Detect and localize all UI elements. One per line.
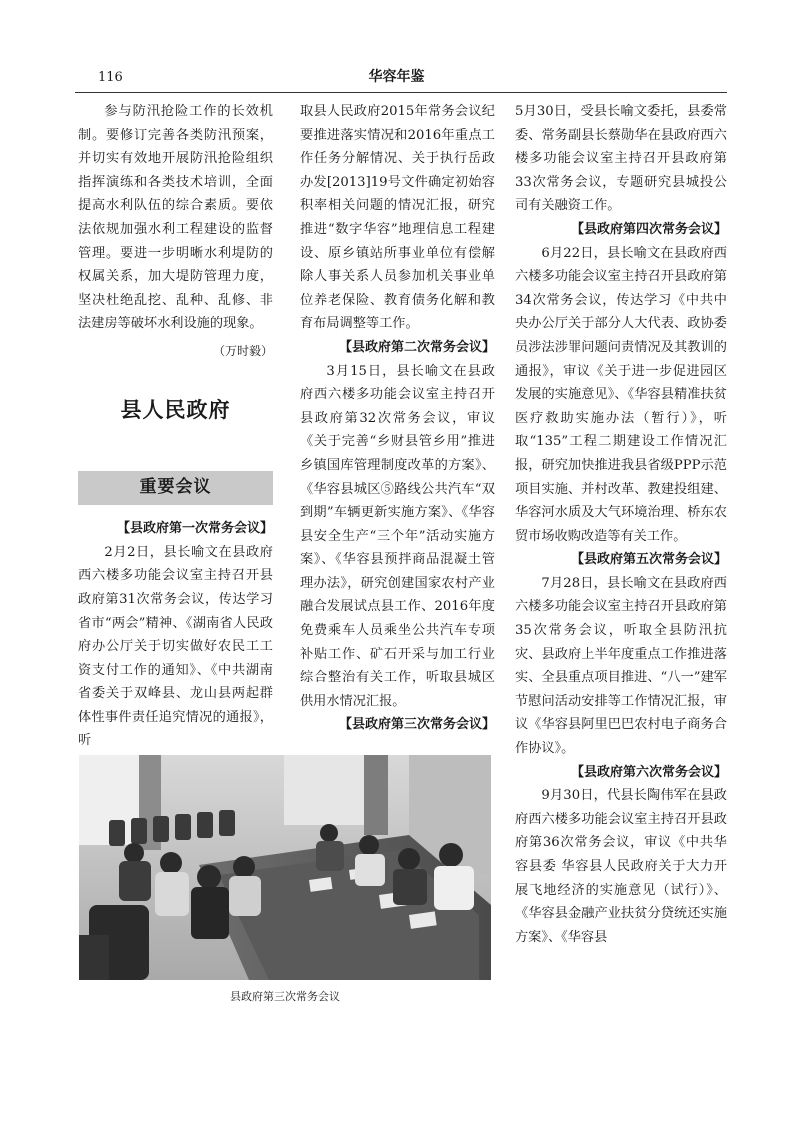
page-number: 116	[98, 70, 123, 85]
paragraph-flood-control: 参与防汛抢险工作的长效机制。要修订完善各类防汛预案，并切实有效地开展防汛抢险组织指挥演练和各类技术培训，全面提高水利队伍的综合素质。要依法依规加强水利工程建设的监督管理。要进一步明晰水利堤防的权属关系，加大堤防管理力度，坚决杜绝乱挖、乱种、乱修、非法建房等破坏水利设施的现象。	[78, 104, 273, 332]
column-2	[300, 100, 495, 737]
column-3	[515, 100, 727, 949]
meeting-2-text: 3月15日，县长喻文在县政府西六楼多功能会议室主持召开县政府第32次常务会议，审议《关于完善“乡财县管乡用”推进乡镇国库管理制度改革的方案》、《华容县城区⑤路线公共汽车“双到期”车辆更新实施方案》、《华容县安全生产“三个年”活动实施方案》、《华容县预拌商品混凝土管理办法》，研究创建国家农村产业融合发展试点县工作、2016年度免费乘车人员乘坐公共汽车专项补贴工作、矿石开采与加工行业综合整治有关工作，听取县城区供用水情况汇报。	[300, 363, 495, 709]
meeting-2-title: 【县政府第二次常务会议】	[338, 339, 495, 355]
meeting-6-title: 【县政府第六次常务会议】	[570, 764, 727, 780]
meeting-4-text: 6月22日，县长喻文在县政府西六楼多功能会议室主持召开县政府第34次常务会议，传达学习《中共中央办公厅关于部分人大代表、政协委员涉法涉罪问题问责情况及其教训的通报》，审议《关于进一步促进园区发展的实施意见》、《华容县精准扶贫医疗救助实施办法（暂行）》，听取“135”工程二期建设工作情况汇报，研究加快推进我县省级PPP示范项目实施、并村改革、教建投组建、华容河水质及大气环境治理、桥东农贸市场收购改造等有关工作。	[515, 245, 727, 544]
author-credit: （万时毅）	[212, 343, 273, 358]
meeting-photo	[79, 755, 491, 980]
meeting-photo-illustration	[79, 755, 491, 980]
meeting-6-text: 9月30日，代县长陶伟军在县政府西六楼多功能会议室主持召开县政府第36次常务会议，审议《中共华容县委 华容县人民政府关于大力开展飞地经济的实施意见（试行）》、《华容县金融产业扶贫分贷统还实施方案》、《华容县	[515, 788, 727, 945]
meeting-1-text: 2月2日，县长喻文在县政府西六楼多功能会议室主持召开县政府第31次常务会议，传达学习省市“两会”精神、《湖南省人民政府办公厅关于切实做好农民工工资支付工作的通知》、《中共湖南省委关于双峰县、龙山县两起群体性事件责任追究情况的通报》，听	[78, 544, 273, 749]
meeting-5-text: 7月28日，县长喻文在县政府西六楼多功能会议室主持召开县政府第35次常务会议，听取全县防汛抗灾、县政府上半年度重点工作推进落实、全县重点项目推进、“八一”建军节慰问活动安排等工作情况汇报，审议《华容县阿里巴巴农村电子商务合作协议》。	[515, 575, 727, 757]
meeting-5-title: 【县政府第五次常务会议】	[570, 552, 727, 568]
section-title: 县人民政府	[120, 396, 231, 422]
meeting-3-text: 5月30日，受县长喻文委托，县委常委、常务副县长蔡勋华在县政府西六楼多功能会议室主持召开县政府第33次常务会议，专题研究县城投公司有关融资工作。	[515, 104, 727, 214]
category-bar: 重要会议	[78, 471, 273, 505]
meeting-4-title: 【县政府第四次常务会议】	[570, 221, 727, 237]
running-title: 华容年鉴	[368, 69, 425, 85]
column-1	[78, 100, 273, 753]
meeting-1-title: 【县政府第一次常务会议】	[116, 521, 273, 537]
photo-caption: 县政府第三次常务会议	[230, 990, 340, 1003]
paragraph-continued: 取县人民政府2015年常务会议纪要推进落实情况和2016年重点工作任务分解情况、关于执行岳政办发[2013]19号文件确定初始容积率相关问题的情况汇报，研究推进“数字华容”地理信息工程建设、原乡镇站所事业单位有偿解除人事关系人员参加机关事业单位养老保险、教育债务化解和教育布局调整等工作。	[300, 104, 495, 332]
header-rule	[75, 92, 727, 93]
meeting-3-title: 【县政府第三次常务会议】	[338, 717, 495, 733]
